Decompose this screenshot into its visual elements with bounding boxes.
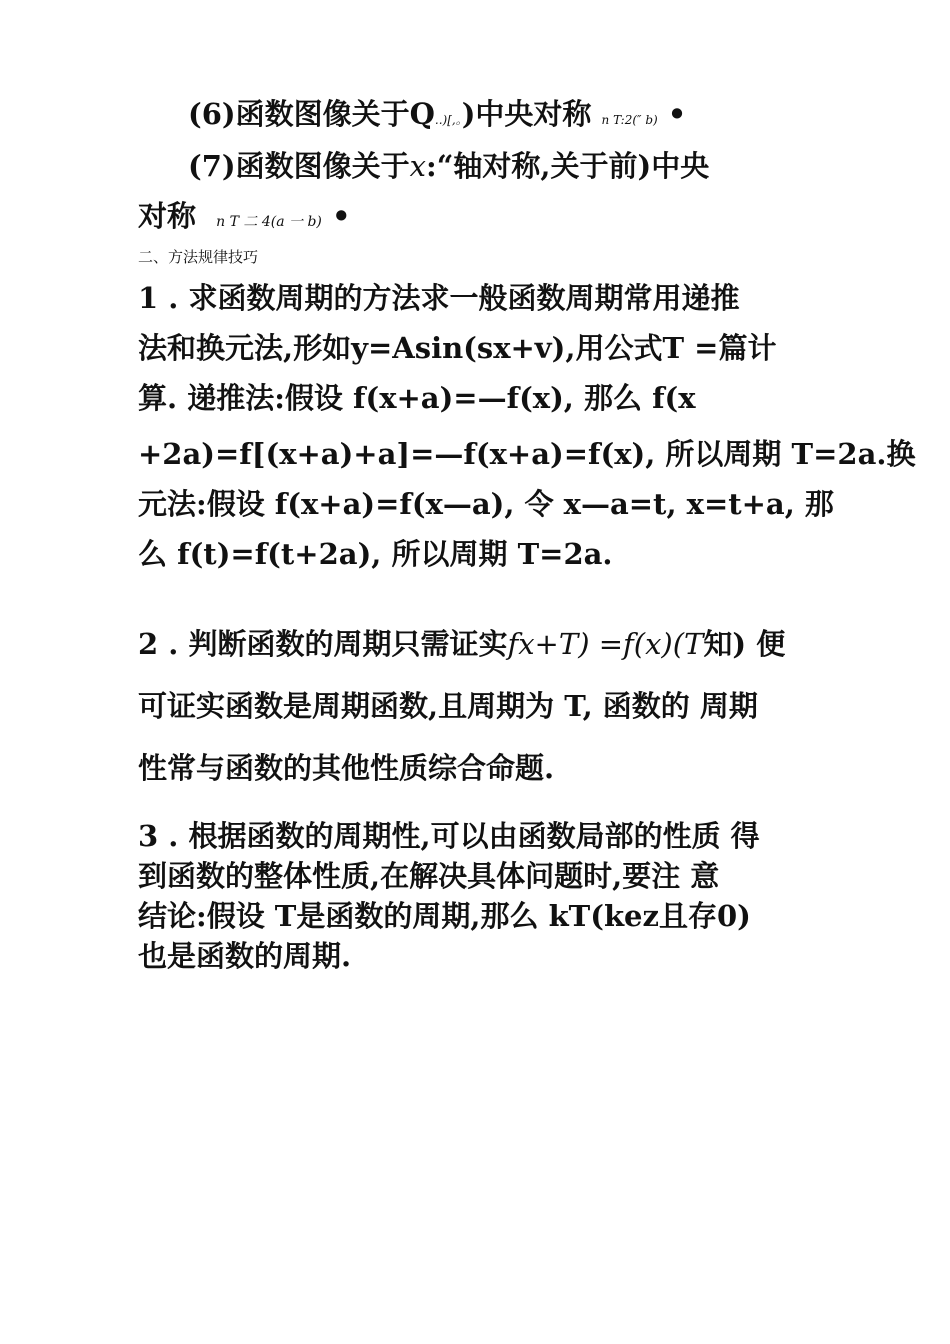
s2-formula: fx+T) =f(x)(T <box>507 627 704 661</box>
s3-line-3: 结论:假设 T是函数的周期,那么 kT(kez且存0) <box>138 899 751 933</box>
s2-line-1c: 知) 便 <box>703 627 786 661</box>
item-6 <box>188 92 686 133</box>
item-7-x: x <box>409 149 426 183</box>
s1-line-4: +2a)=f[(x+a)+a]=—f(x+a)=f(x), 所以周期 T=2a.换 <box>138 437 916 471</box>
item-6-end: )中央对称 <box>461 97 592 131</box>
item-6-bullet: • <box>667 97 687 131</box>
s3-line-2: 到函数的整体性质,在解决具体问题时,要注 意 <box>138 859 720 893</box>
s3-line-1: 3 . 根据函数的周期性,可以由函数局部的性质 得 <box>138 819 760 853</box>
item-6-text: (6)函数图像关于Q <box>188 97 435 131</box>
s2-line-1a: 2 . 判断函数的周期只需证实 <box>138 627 508 661</box>
item-7 <box>188 144 709 185</box>
item-6-sub: ..)[,。 <box>434 113 462 127</box>
item-7-text2: 对称 <box>138 199 197 233</box>
item-7-mid: :“轴对称,关于前)中央 <box>425 149 710 183</box>
s1-line-5: 元法:假设 f(x+a)=f(x—a), 令 x—a=t, x=t+a, 那 <box>138 487 834 521</box>
item-6-formula: n T:2(″ b) <box>601 113 658 127</box>
item-7-cont <box>138 194 351 235</box>
s1-line-2: 法和换元法,形如y=Asin(sx+v),用公式T =篇计 <box>138 331 777 365</box>
s2-line-3: 性常与函数的其他性质综合命题. <box>138 751 555 785</box>
section-heading: 二、方法规律技巧 <box>138 248 259 266</box>
s3-line-4: 也是函数的周期. <box>138 939 352 973</box>
s1-line-3: 算. 递推法:假设 f(x+a)=—f(x), 那么 f(x <box>138 381 696 415</box>
s2-line-2: 可证实函数是周期函数,且周期为 T, 函数的 周期 <box>138 689 758 723</box>
item-7-formula: n T 二 4(a 一 b) <box>216 214 322 230</box>
s2-line-1 <box>138 622 785 663</box>
item-7-bullet: • <box>331 199 351 233</box>
item-7-text: (7)函数图像关于 <box>188 149 410 183</box>
s1-line-6: 么 f(t)=f(t+2a), 所以周期 T=2a. <box>138 537 613 571</box>
s1-line-1: 1 . 求函数周期的方法求一般函数周期常用递推 <box>138 281 740 315</box>
